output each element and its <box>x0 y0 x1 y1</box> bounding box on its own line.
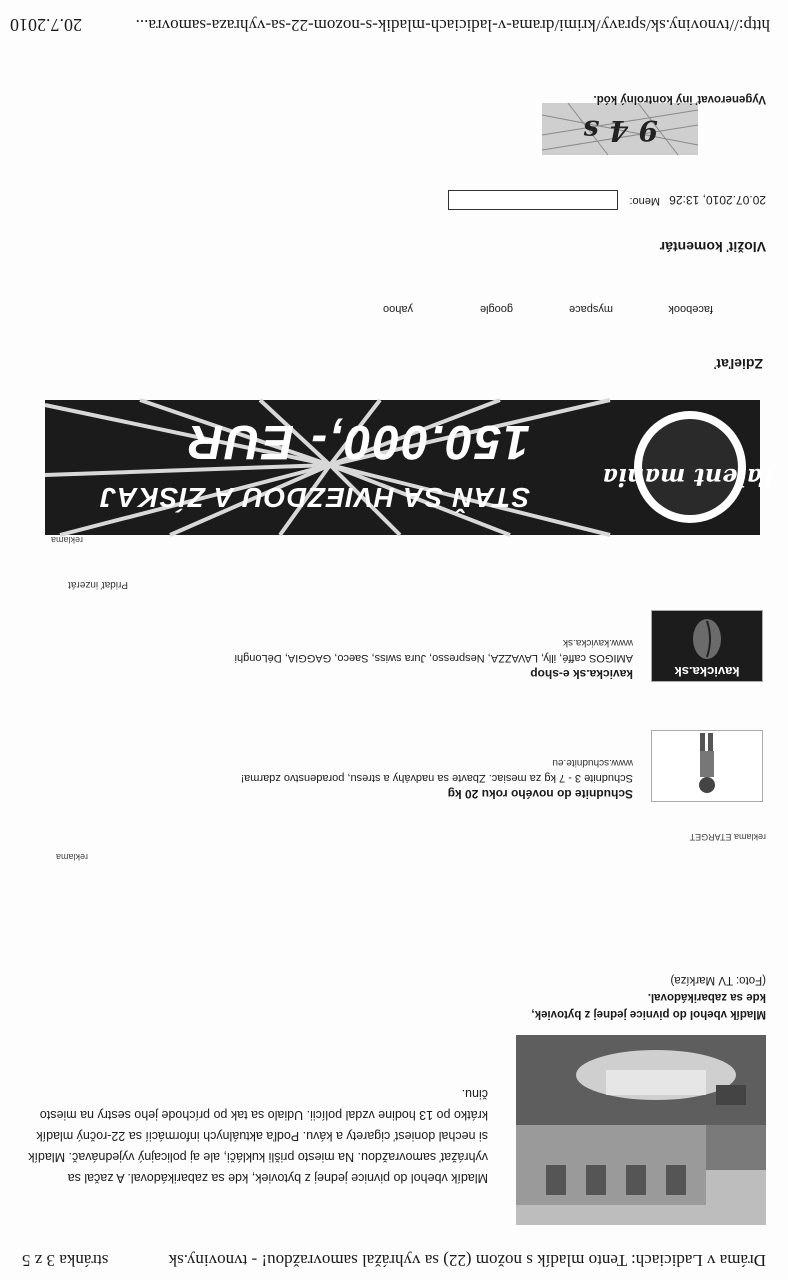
logo-text: Talent mania <box>602 463 778 492</box>
ad-text-block <box>33 754 633 802</box>
comment-date: 20.07.2010, 13:26 <box>669 193 766 207</box>
ad-title[interactable]: kavicka.sk e-shop <box>530 667 633 681</box>
ad-text-block <box>33 634 633 682</box>
captcha-image <box>542 103 698 155</box>
ad-thumbnail[interactable] <box>651 610 763 682</box>
talent-mania-banner[interactable] <box>45 400 778 535</box>
regenerate-captcha-link[interactable]: Vygenerovať iný kontrolný kód. <box>593 93 766 105</box>
ad-url[interactable]: www.schudnite.eu <box>552 757 633 768</box>
share-google-link[interactable]: google <box>479 303 513 315</box>
banner-prize: 150.000,- EUR <box>186 415 530 468</box>
captcha-code: 94s <box>573 114 658 147</box>
name-label: Meno: <box>629 195 660 207</box>
street-scene-image <box>516 1035 766 1225</box>
article-body: Mladík vbehol do pivnice jednej z bytoviek, kde sa zabarikádoval. A začal sa vyhrážať samovraždou. Na miesto prišli kukláči, ale aj policajný vyjednávač. Mladík si nechal doniesť cigarety a kávu. Podľa aktuálnych informácií sa 22-ročný mladík krátko po 13 hodine vzdal polícii. Udialo sa tak po príchode jeho sestry na miesto činu. <box>28 1087 488 1185</box>
banner-headline: STAŇ SA HVIEZDOU A ZÍSKAJ <box>99 482 530 513</box>
share-facebook-link[interactable]: facebook <box>668 303 713 315</box>
ad-thumbnail[interactable] <box>651 730 763 802</box>
ad-description: AMIGOS caffé, illy, LAVAZZA, Nespresso, Jura swiss, Saeco, GAGGIA, DéLonghi <box>234 652 633 664</box>
print-url: http://tvnoviny.sk/spravy/krimi/drama-v-ladiciach-mladik-s-nozom-22-sa-vyhraza-samovra... <box>135 16 770 35</box>
photo-caption <box>526 971 766 1022</box>
page-number: stránka 3 z 5 <box>22 1251 109 1270</box>
name-input[interactable] <box>448 190 618 210</box>
print-date: 20.7.2010 <box>10 15 82 35</box>
share-heading: Zdieľať <box>714 356 763 372</box>
kavicka-logo-text: kavicka.sk <box>674 664 740 679</box>
ad-label: reklama <box>50 535 83 545</box>
ad-title[interactable]: Schudnite do nového roku 20 kg <box>447 787 633 801</box>
share-yahoo-link[interactable]: yahoo <box>383 303 413 315</box>
caption-text: Mladík vbehol do pivnice jednej z bytoviek, kde sa zabarikádoval. <box>531 991 766 1020</box>
comment-heading: Vložiť komentár <box>659 239 766 255</box>
ad-url[interactable]: www.kavicka.sk <box>562 637 633 648</box>
caption-credit: (Foto: TV Markíza) <box>670 974 766 986</box>
woman-photo-icon <box>652 731 762 801</box>
add-ad-link[interactable]: Pridať inzerát <box>68 579 128 590</box>
print-title: Dráma v Ladiciach: Tento mladík s nožom (22) sa vyhrážal samovraždou! - tvnoviny.sk <box>168 1251 766 1270</box>
share-myspace-link[interactable]: myspace <box>568 303 613 315</box>
article-photo <box>516 1035 766 1225</box>
etarget-label: reklama ETARGET <box>689 832 766 842</box>
ad-label: reklama <box>55 852 88 862</box>
ad-description: Schudnite 3 - 7 kg za mesiac. Zbavte sa nadváhy a stresu, poradenstvo zdarma! <box>241 772 633 784</box>
